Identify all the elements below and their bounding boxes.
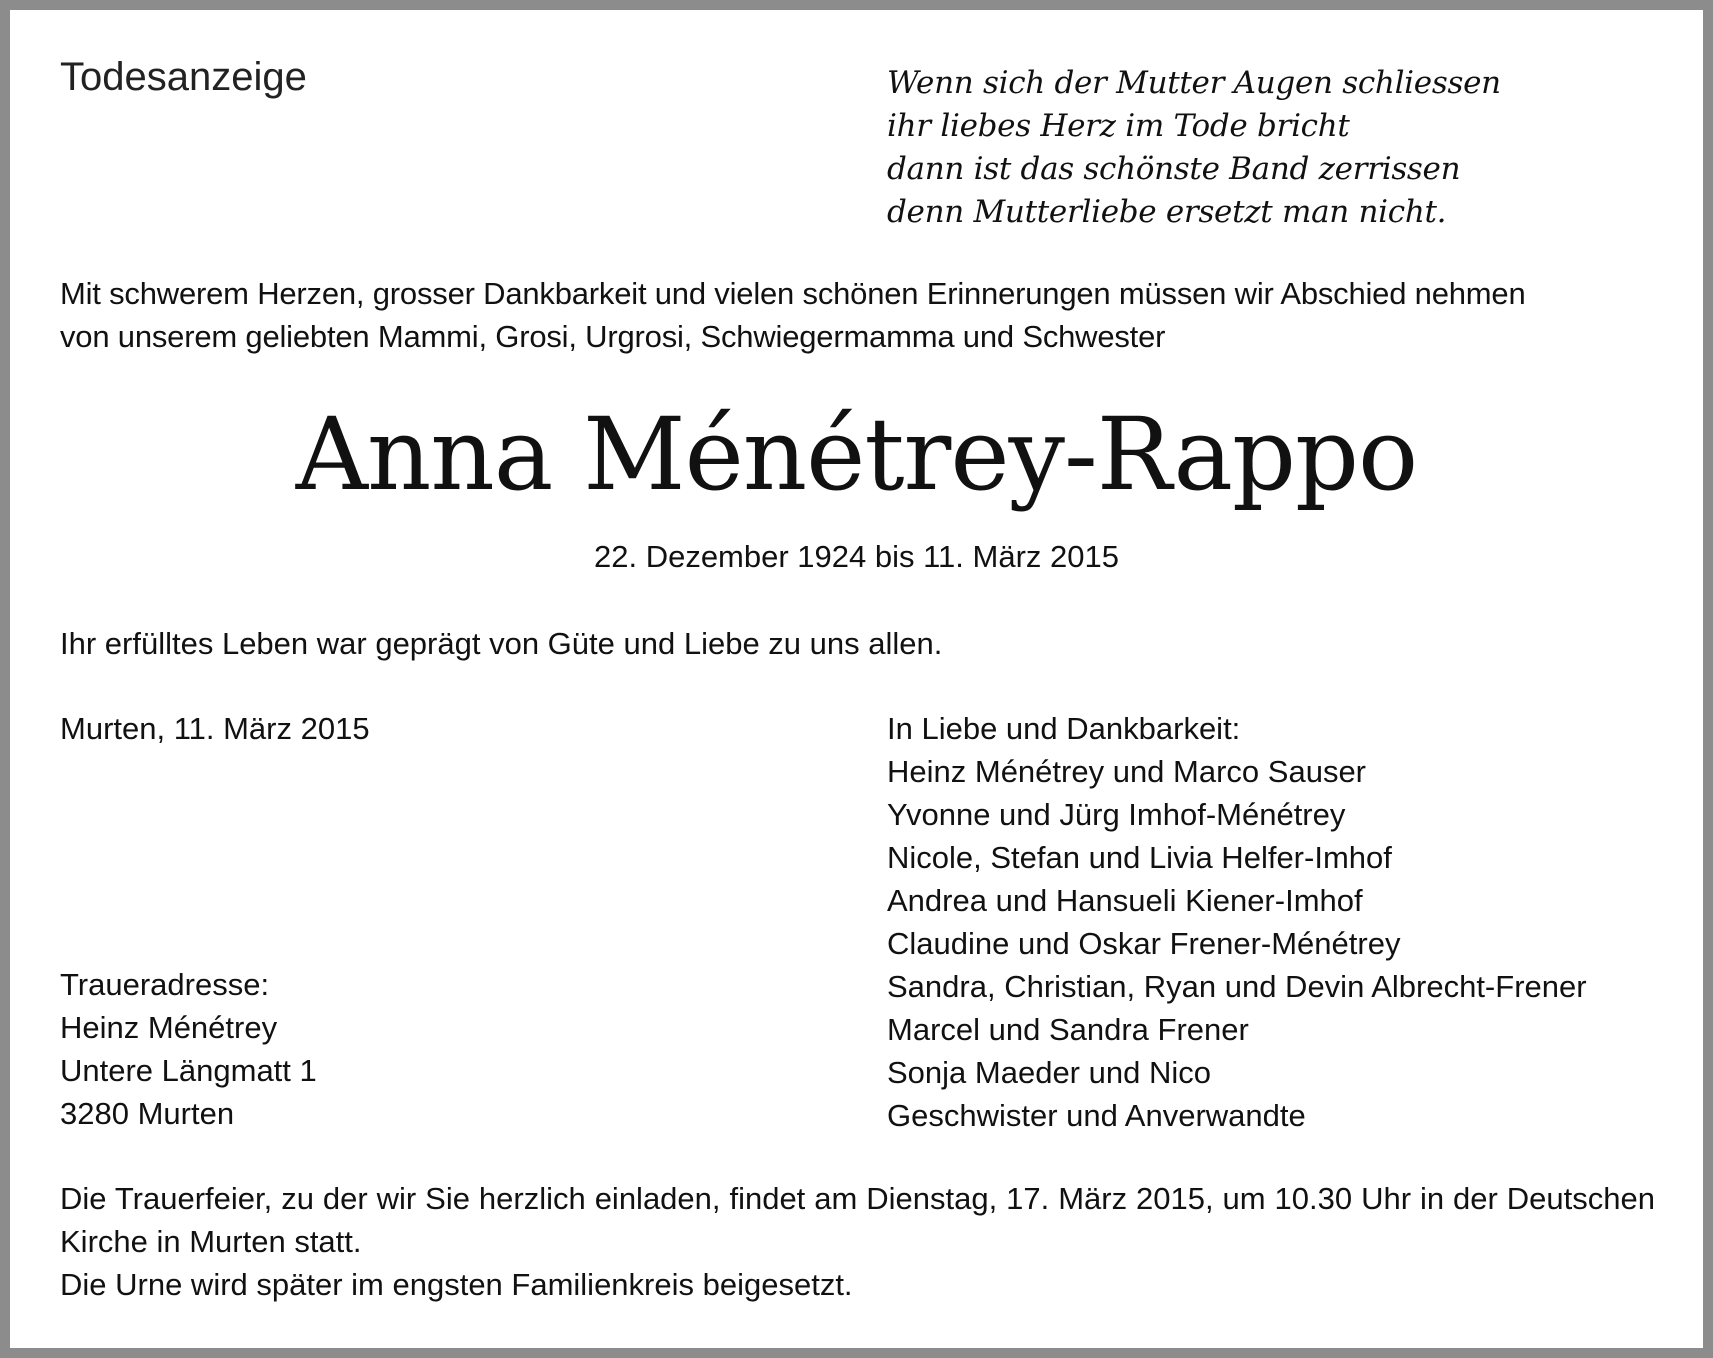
mourner-entry: Yvonne und Jürg Imhof-Ménétrey: [887, 797, 1346, 832]
mourner-entry: Sonja Maeder und Nico: [887, 1055, 1211, 1090]
mourner-entry: Nicole, Stefan und Livia Helfer-Imhof: [887, 840, 1392, 875]
intro-line: Mit schwerem Herzen, grosser Dankbarkeit und vielen schönen Erinnerungen müssen wir Abschied nehmen: [60, 276, 1526, 311]
poem-line: Wenn sich der Mutter Augen schliessen: [887, 65, 1501, 101]
intro-line: von unserem geliebten Mammi, Grosi, Urgrosi, Schwiegermamma und Schwester: [60, 319, 1166, 354]
poem-line: denn Mutterliebe ersetzt man nicht.: [887, 194, 1447, 230]
obituary-notice: [10, 10, 1703, 1348]
address-name: Heinz Ménétrey: [60, 1010, 278, 1045]
place-date: Murten, 11. März 2015: [60, 711, 370, 746]
mourners-list: [887, 707, 1587, 1137]
poem: [887, 62, 1501, 234]
mourner-entry: Geschwister und Anverwandte: [887, 1098, 1306, 1133]
mourner-entry: Heinz Ménétrey und Marco Sauser: [887, 754, 1367, 789]
mourner-entry: Claudine und Oskar Frener-Ménétrey: [887, 926, 1401, 961]
ceremony-info: [60, 1177, 1655, 1306]
address-heading: Traueradresse:: [60, 967, 270, 1002]
mourner-entry: Sandra, Christian, Ryan und Devin Albrecht-Frener: [887, 969, 1587, 1004]
mourner-entry: Marcel und Sandra Frener: [887, 1012, 1249, 1047]
mourning-address: [60, 963, 317, 1135]
mourners-heading: In Liebe und Dankbarkeit:: [887, 711, 1241, 746]
notice-label: Todesanzeige: [60, 55, 307, 99]
poem-line: dann ist das schönste Band zerrissen: [887, 151, 1461, 187]
address-city: 3280 Murten: [60, 1096, 235, 1131]
poem-line: ihr liebes Herz im Tode bricht: [887, 108, 1350, 144]
intro-text: [60, 272, 1655, 358]
burial-text: Die Urne wird später im engsten Familienkreis beigesetzt.: [60, 1267, 853, 1302]
ceremony-text: Die Trauerfeier, zu der wir Sie herzlich einladen, findet am Dienstag, 17. März 2015, um 10.30 Uhr in der Deutschen Kirche in Murten statt.: [60, 1181, 1655, 1259]
deceased-name: Anna Ménétrey-Rappo: [295, 396, 1418, 513]
mourner-entry: Andrea und Hansueli Kiener-Imhof: [887, 883, 1363, 918]
address-street: Untere Längmatt 1: [60, 1053, 317, 1088]
life-dates: 22. Dezember 1924 bis 11. März 2015: [593, 539, 1119, 574]
tribute-text: Ihr erfülltes Leben war geprägt von Güte und Liebe zu uns allen.: [60, 626, 943, 661]
